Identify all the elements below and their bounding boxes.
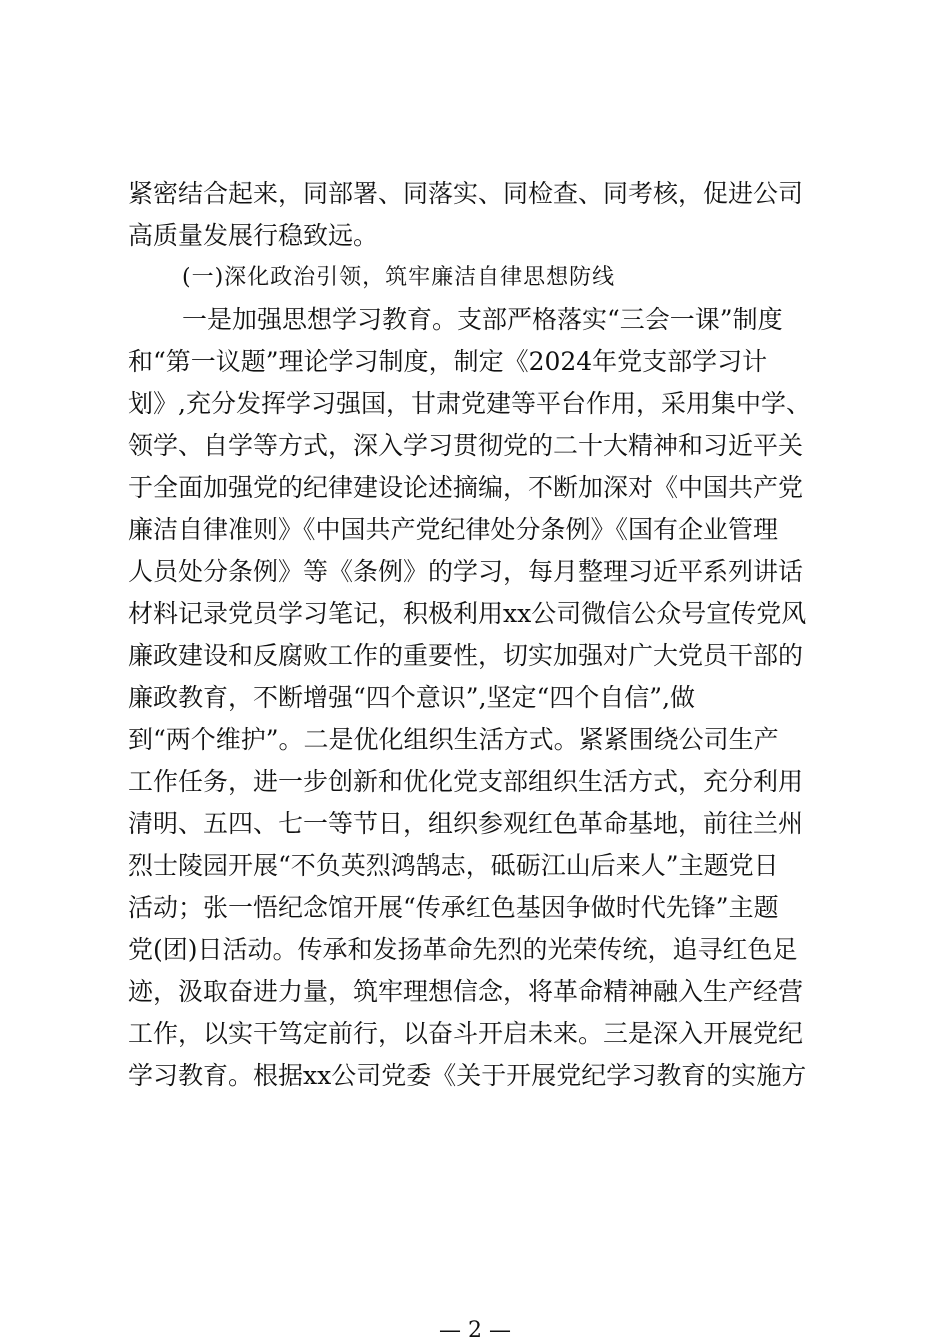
text-line: 和“第一议题”理论学习制度，制定《2024年党支部学习计 [128, 347, 768, 376]
text-line: 高质量发展行稳致远。 [128, 221, 379, 250]
text-line: 材料记录党员学习笔记，积极利用xx公司微信公众号宣传党风 [128, 599, 807, 628]
text-line: 廉政教育，不断增强“四个意识”,坚定“四个自信”,做 [128, 683, 696, 712]
paragraph-start-line: 一是加强思想学习教育。支部严格落实“三会一课”制度 [182, 305, 783, 334]
text-line: 廉政建设和反腐败工作的重要性，切实加强对广大党员干部的 [128, 641, 804, 670]
page-number: — 2 — [439, 1318, 511, 1343]
text-line: 烈士陵园开展“不负英烈鸿鹄志，砥砺江山后来人”主题党日 [128, 851, 779, 880]
text-line: 工作任务，进一步创新和优化党支部组织生活方式，充分利用 [128, 767, 804, 796]
text-line: 紧密结合起来，同部署、同落实、同检查、同考核，促进公司 [128, 179, 804, 208]
text-line: 学习教育。根据xx公司党委《关于开展党纪学习教育的实施方 [128, 1061, 807, 1090]
text-line: 工作，以实干笃定前行，以奋斗开启未来。三是深入开展党纪 [128, 1019, 804, 1048]
text-line: 到“两个维护”。二是优化组织生活方式。紧紧围绕公司生产 [128, 725, 779, 754]
text-line: 迹，汲取奋进力量，筑牢理想信念，将革命精神融入生产经营 [128, 977, 804, 1006]
section-heading: (一)深化政治引领，筑牢廉洁自律思想防线 [182, 265, 616, 290]
body-text [128, 173, 828, 1097]
text-line: 清明、五四、七一等节日，组织参观红色革命基地，前往兰州 [128, 809, 804, 838]
text-line: 廉洁自律准则》《中国共产党纪律处分条例》《国有企业管理 [128, 515, 779, 544]
text-line: 划》,充分发挥学习强国，甘肃党建等平台作用，采用集中学、 [128, 389, 811, 418]
text-line: 领学、自学等方式，深入学习贯彻党的二十大精神和习近平关 [128, 431, 804, 460]
text-line: 党(团)日活动。传承和发扬革命先烈的光荣传统，追寻红色足 [128, 935, 798, 964]
text-line: 活动；张一悟纪念馆开展“传承红色基因争做时代先锋”主题 [128, 893, 779, 922]
text-line: 于全面加强党的纪律建设论述摘编，不断加深对《中国共产党 [128, 473, 804, 502]
text-line: 人员处分条例》等《条例》的学习，每月整理习近平系列讲话 [128, 557, 804, 586]
